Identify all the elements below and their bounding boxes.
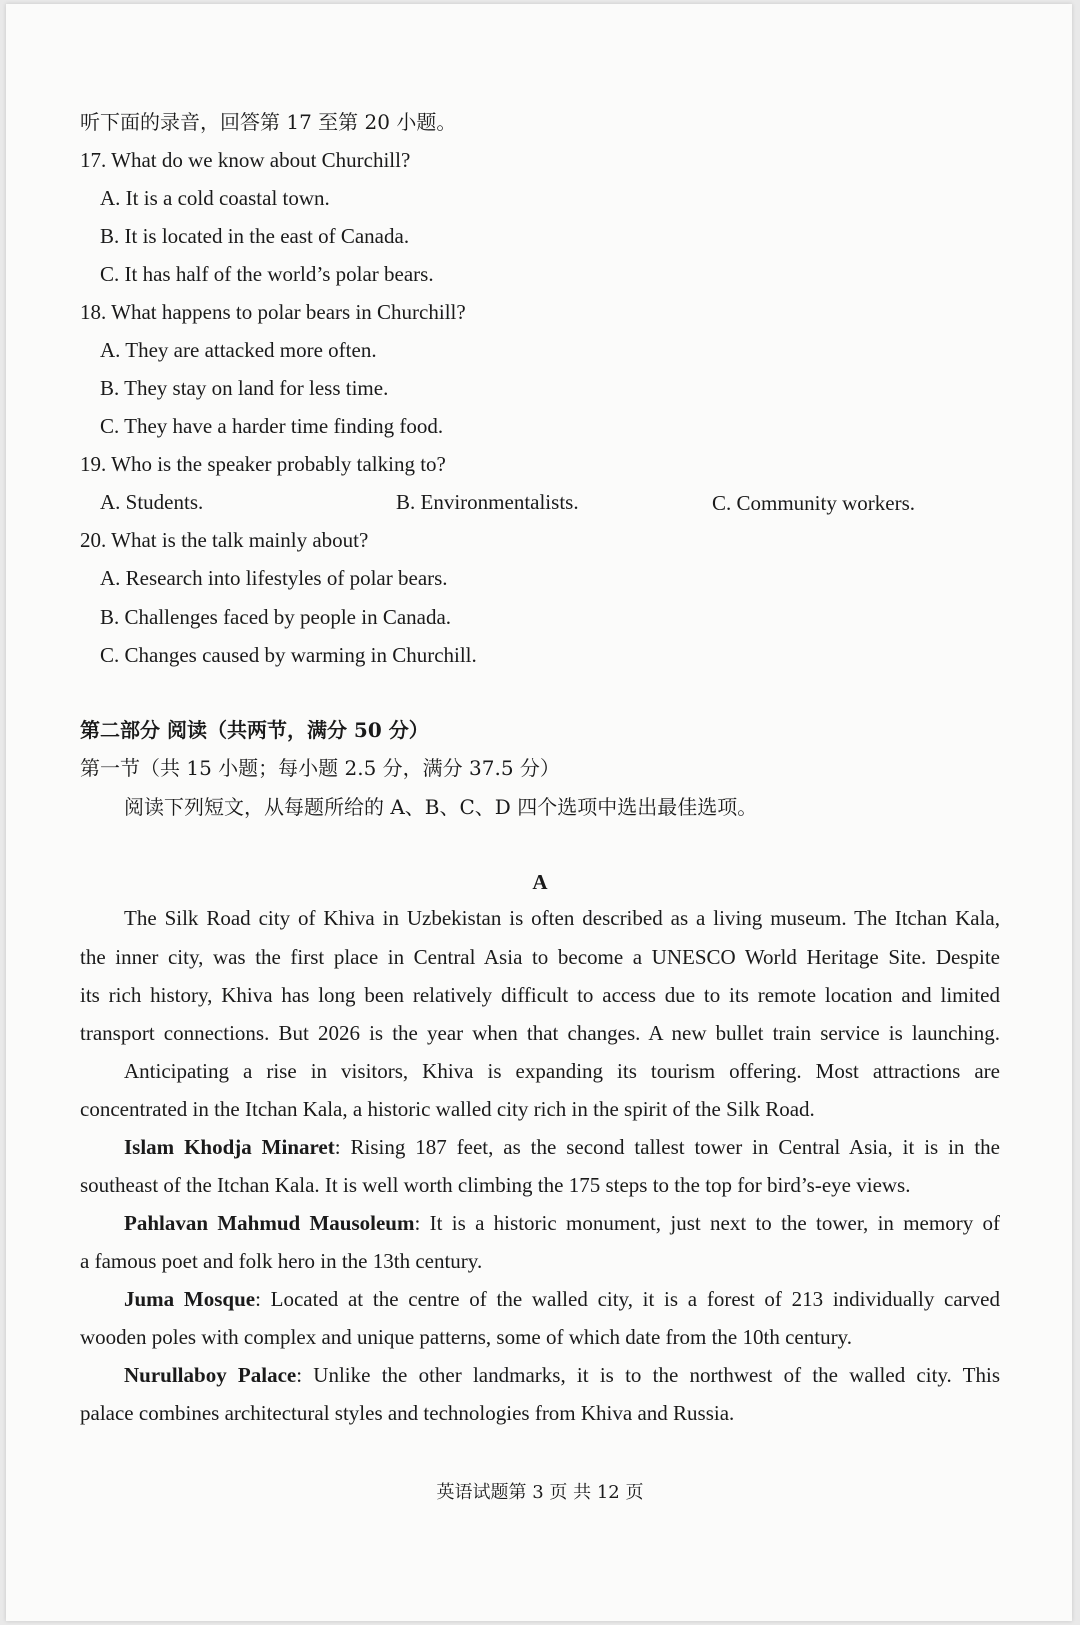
- question-20-stem: 20. What is the talk mainly about?: [80, 528, 369, 552]
- passage-p1-line-1: The Silk Road city of Khiva in Uzbekistan is often described as a living museum. The Itchan Kala,: [124, 906, 1000, 930]
- landmark-name-minaret: Islam Khodja Minaret: [124, 1135, 335, 1159]
- question-17-option-a: A. It is a cold coastal town.: [100, 186, 330, 210]
- passage-p1-line-2: the inner city, was the first place in Central Asia to become a UNESCO World Heritage Site. Despite: [80, 945, 1000, 969]
- page-footer: 英语试题第 3 页 共 12 页: [436, 1482, 644, 1503]
- landmark-name-palace: Nurullaboy Palace: [124, 1363, 297, 1387]
- question-19-option-b: B. Environmentalists.: [396, 490, 579, 514]
- question-20-option-a: A. Research into lifestyles of polar bears.: [100, 566, 448, 590]
- landmark-name-mausoleum: Pahlavan Mahmud Mausoleum: [124, 1211, 415, 1235]
- listening-instruction: 听下面的录音，回答第 17 至第 20 小题。: [80, 110, 457, 134]
- reading-directions: 阅读下列短文，从每题所给的 A、B、C、D 四个选项中选出最佳选项。: [124, 795, 758, 819]
- question-17-stem: 17. What do we know about Churchill?: [80, 148, 411, 172]
- passage-p4-line-2: a famous poet and folk hero in the 13th century.: [80, 1249, 483, 1273]
- passage-p3-line-1: [124, 1137, 1000, 1158]
- passage-p5-line-1: [124, 1289, 1000, 1310]
- landmark-desc-minaret: : Rising 187 feet, as the second tallest tower in Central Asia, it is in the: [334, 1135, 1000, 1159]
- question-18-option-b: B. They stay on land for less time.: [100, 376, 389, 400]
- question-19-option-a: A. Students.: [100, 490, 204, 514]
- landmark-desc-palace: : Unlike the other landmarks, it is to the northwest of the walled city. This: [296, 1363, 1000, 1387]
- passage-p2-line-1: Anticipating a rise in visitors, Khiva is expanding its tourism offering. Most attractions are: [124, 1059, 1000, 1083]
- question-19-option-c: C. Community workers.: [712, 491, 915, 515]
- question-20-option-b: B. Challenges faced by people in Canada.: [100, 605, 452, 629]
- section-one-title: 第一节（共 15 小题；每小题 2.5 分，满分 37.5 分）: [80, 756, 560, 780]
- question-18-stem: 18. What happens to polar bears in Churchill?: [80, 300, 466, 324]
- question-17-option-c: C. It has half of the world’s polar bears.: [100, 262, 434, 286]
- question-19-stem: 19. Who is the speaker probably talking to?: [80, 452, 446, 476]
- question-18-option-c: C. They have a harder time finding food.: [100, 414, 444, 438]
- passage-p6-line-1: [124, 1365, 1000, 1386]
- landmark-desc-mosque: : Located at the centre of the walled city, it is a forest of 213 individually carved: [255, 1287, 1000, 1311]
- passage-p2-line-2: concentrated in the Itchan Kala, a historic walled city rich in the spirit of the Silk Road.: [80, 1097, 815, 1121]
- passage-p5-line-2: wooden poles with complex and unique patterns, some of which date from the 10th century.: [80, 1325, 852, 1349]
- landmark-desc-mausoleum: : It is a historic monument, just next to the tower, in memory of: [414, 1211, 1000, 1235]
- passage-p1-line-3: its rich history, Khiva has long been relatively difficult to access due to its remote location and limited: [80, 983, 1000, 1007]
- passage-p3-line-2: southeast of the Itchan Kala. It is well worth climbing the 175 steps to the top for bird’s-eye views.: [80, 1173, 911, 1197]
- passage-label: A: [532, 870, 548, 894]
- question-17-option-b: B. It is located in the east of Canada.: [100, 224, 410, 248]
- part-two-title: 第二部分 阅读（共两节，满分 50 分）: [80, 718, 429, 742]
- question-20-option-c: C. Changes caused by warming in Churchill.: [100, 643, 477, 667]
- passage-p6-line-2: palace combines architectural styles and technologies from Khiva and Russia.: [80, 1401, 735, 1425]
- landmark-name-mosque: Juma Mosque: [124, 1287, 256, 1311]
- passage-p1-line-4: transport connections. But 2026 is the year when that changes. A new bullet train service is launching.: [80, 1021, 1000, 1045]
- question-18-option-a: A. They are attacked more often.: [100, 338, 377, 362]
- passage-p4-line-1: [124, 1213, 1000, 1234]
